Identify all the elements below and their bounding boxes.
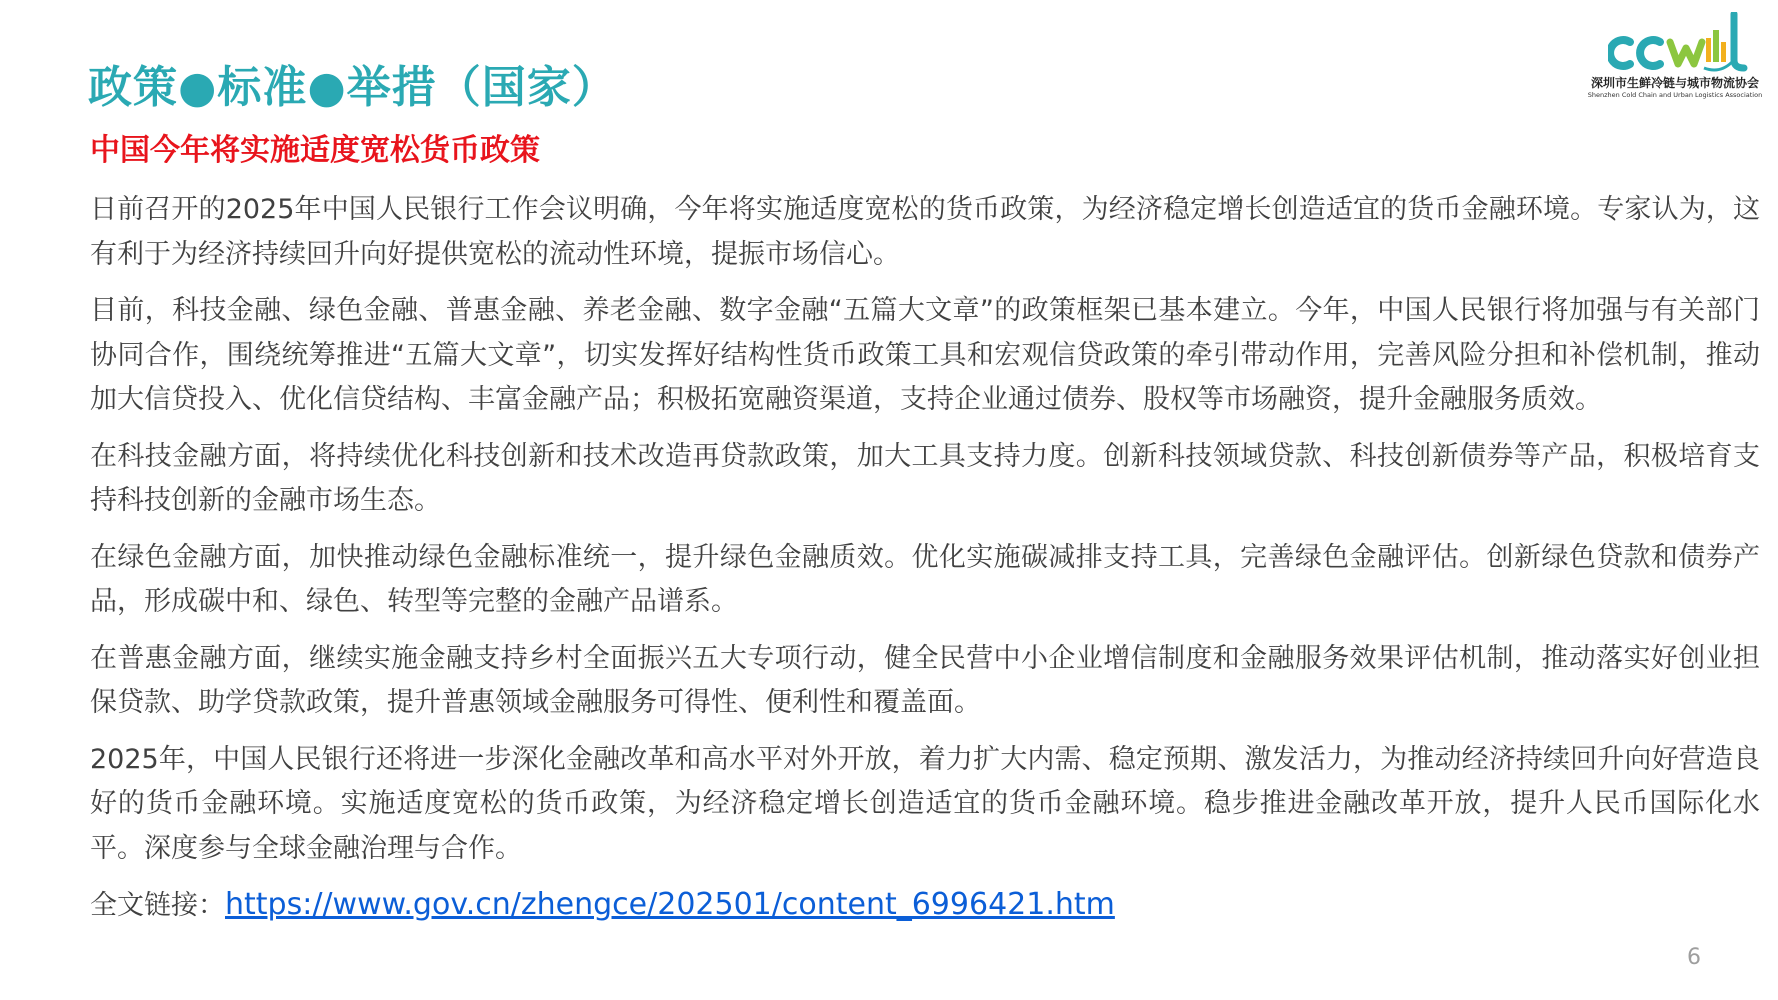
paragraph-3: 在科技金融方面，将持续优化科技创新和技术改造再贷款政策，加大工具支持力度。创新科技领域贷款、科技创新债券等产品，积极培育支持科技创新的金融市场生态。 [90, 440, 1760, 516]
article-body [90, 188, 1760, 928]
paragraph-6: 2025年，中国人民银行还将进一步深化金融改革和高水平对外开放，着力扩大内需、稳定预期、激发活力，为推动经济持续回升向好营造良好的货币金融环境。实施适度宽松的货币政策，为经济稳定增长创造适宜的货币金融环境。稳步推进金融改革开放，提升人民币国际化水平。深度参与全球金融治理与合作。 [90, 743, 1760, 864]
logo-name-cn: 深圳市生鲜冷链与城市物流协会 [1590, 76, 1759, 90]
ccwl-logo-icon [1608, 12, 1758, 78]
association-logo [1580, 12, 1770, 104]
paragraph-2: 目前，科技金融、绿色金融、普惠金融、养老金融、数字金融“五篇大文章”的政策框架已基本建立。今年，中国人民银行将加强与有关部门协同合作，围绕统筹推进“五篇大文章”，切实发挥好结构性货币政策工具和宏观信贷政策的牵引带动作用，完善风险分担和补偿机制，推动加大信贷投入、优化信贷结构、丰富金融产品；积极拓宽融资渠道，支持企业通过债券、股权等市场融资，提升金融服务质效。 [90, 295, 1760, 415]
paragraph-5: 在普惠金融方面，继续实施金融支持乡村全面振兴五大专项行动，健全民营中小企业增信制度和金融服务效果评估机制，推动落实好创业担保贷款、助学贷款政策，提升普惠领域金融服务可得性、便利性和覆盖面。 [90, 642, 1760, 718]
article-headline: 中国今年将实施适度宽松货币政策 [90, 133, 540, 168]
source-label: 全文链接： [90, 890, 225, 921]
page-title: 政策●标准●举措（国家） [88, 62, 617, 113]
page-number: 6 [1687, 945, 1701, 970]
source-link[interactable]: https://www.gov.cn/zhengce/202501/content_6996421.htm [225, 887, 1115, 922]
paragraph-4: 在绿色金融方面，加快推动绿色金融标准统一，提升绿色金融质效。优化实施碳减排支持工具，完善绿色金融评估。创新绿色贷款和债券产品，形成碳中和、绿色、转型等完整的金融产品谱系。 [90, 541, 1760, 617]
source-line [90, 883, 1760, 928]
paragraph-1: 日前召开的2025年中国人民银行工作会议明确，今年将实施适度宽松的货币政策，为经济稳定增长创造适宜的货币金融环境。专家认为，这有利于为经济持续回升向好提供宽松的流动性环境，提振市场信心。 [90, 194, 1760, 270]
logo-name-en: Shenzhen Cold Chain and Urban Logistics Association [1587, 91, 1763, 99]
